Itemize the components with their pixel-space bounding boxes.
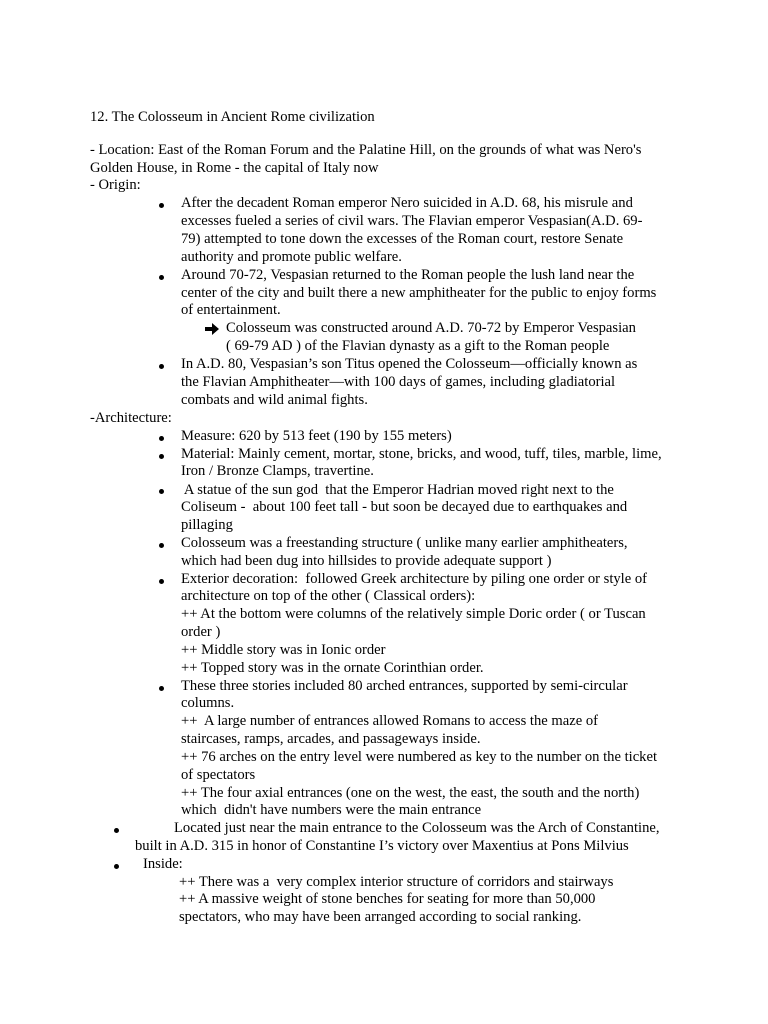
arch-b3-line: A statue of the sun god that the Emperor Hadrian moved right next to the [181,482,614,498]
outer-b2-heading: Inside: [143,856,183,872]
bullet-icon [159,579,164,584]
arch-b5-line: architecture on top of the other ( Classical orders): [181,588,476,604]
arch-b6-line: ++ 76 arches on the entry level were numbered as key to the number on the ticket [181,749,657,765]
arch-b5-line: ++ Middle story was in Ionic order [181,642,386,658]
arch-b6-line: ++ The four axial entrances (one on the west, the east, the south and the north) [181,785,640,801]
bullet-icon [159,364,164,369]
arch-b4-line: Colosseum was a freestanding structure ( unlike many earlier amphitheaters, [181,535,628,551]
origin-b1-line: 79) attempted to tone down the excesses of the Roman court, restore Senate [181,231,624,247]
document-title: 12. The Colosseum in Ancient Rome civilization [90,109,375,125]
bullet-icon [159,203,164,208]
arch-b1-line: Measure: 620 by 513 feet (190 by 155 meters) [181,428,452,444]
arch-b6-line: staircases, ramps, arcades, and passageways inside. [181,731,481,747]
arch-b2-line: Material: Mainly cement, mortar, stone, bricks, and wood, tuff, tiles, marble, lime, [181,446,662,462]
arch-b6-line: These three stories included 80 arched entrances, supported by semi-circular [181,678,628,694]
arch-b4-line: which had been dug into hillsides to provide adequate support ) [181,553,552,569]
origin-b1-line: excesses fueled a series of civil wars. The Flavian emperor Vespasian(A.D. 69- [181,213,643,229]
bullet-icon [114,828,119,833]
bullet-icon [159,489,164,494]
origin-b2-line: of entertainment. [181,302,281,318]
arch-b5-line: ++ At the bottom were columns of the relatively simple Doric order ( or Tuscan [181,606,646,622]
location-line-1: - Location: East of the Roman Forum and the Palatine Hill, on the grounds of what was Nero's [90,142,642,158]
outer-b1-line: Located just near the main entrance to the Colosseum was the Arch of Constantine, [174,820,660,836]
origin-b2-line: center of the city and built there a new amphitheater for the public to enjoy forms [181,285,657,301]
bullet-icon [159,686,164,691]
arch-b3-line: Coliseum - about 100 feet tall - but soon be decayed due to earthquakes and [181,499,628,515]
bullet-icon [159,543,164,548]
arch-b2-line: Iron / Bronze Clamps, travertine. [181,463,374,479]
origin-heading: - Origin: [90,177,141,193]
origin-b1-line: authority and promote public welfare. [181,249,402,265]
arch-b6-line: ++ A large number of entrances allowed Romans to access the maze of [181,713,598,729]
origin-arrow-line: ( 69-79 AD ) of the Flavian dynasty as a gift to the Roman people [226,338,610,354]
outer-b2-line: ++ There was a very complex interior structure of corridors and stairways [179,874,614,890]
arch-b5-line: ++ Topped story was in the ornate Corinthian order. [181,660,484,676]
arch-b5-line: order ) [181,624,221,640]
origin-b3-line: In A.D. 80, Vespasian’s son Titus opened the Colosseum—officially known as [181,356,638,372]
arch-b5-line: Exterior decoration: followed Greek architecture by piling one order or style of [181,571,648,587]
arrow-right-icon [205,323,219,335]
arch-b6-line: columns. [181,695,235,711]
bullet-icon [114,864,119,869]
location-line-2: Golden House, in Rome - the capital of Italy now [90,160,379,176]
outer-b1-line: built in A.D. 315 in honor of Constantine I’s victory over Maxentius at Pons Milvius [135,838,629,854]
outer-b2-line: spectators, who may have been arranged according to social ranking. [179,909,582,925]
bullet-icon [159,454,164,459]
origin-b1-line: After the decadent Roman emperor Nero suicided in A.D. 68, his misrule and [181,195,633,211]
origin-arrow-line: Colosseum was constructed around A.D. 70-72 by Emperor Vespasian [226,320,636,336]
architecture-heading: -Architecture: [90,410,172,426]
origin-b2-line: Around 70-72, Vespasian returned to the Roman people the lush land near the [181,267,635,283]
arch-b3-line: pillaging [181,517,233,533]
outer-b2-line: ++ A massive weight of stone benches for seating for more than 50,000 [179,891,596,907]
bullet-icon [159,436,164,441]
origin-b3-line: combats and wild animal fights. [181,392,368,408]
bullet-icon [159,275,164,280]
arch-b6-line: which didn't have numbers were the main entrance [181,802,482,818]
arch-b6-line: of spectators [181,767,256,783]
origin-b3-line: the Flavian Amphitheater—with 100 days of games, including gladiatorial [181,374,616,390]
